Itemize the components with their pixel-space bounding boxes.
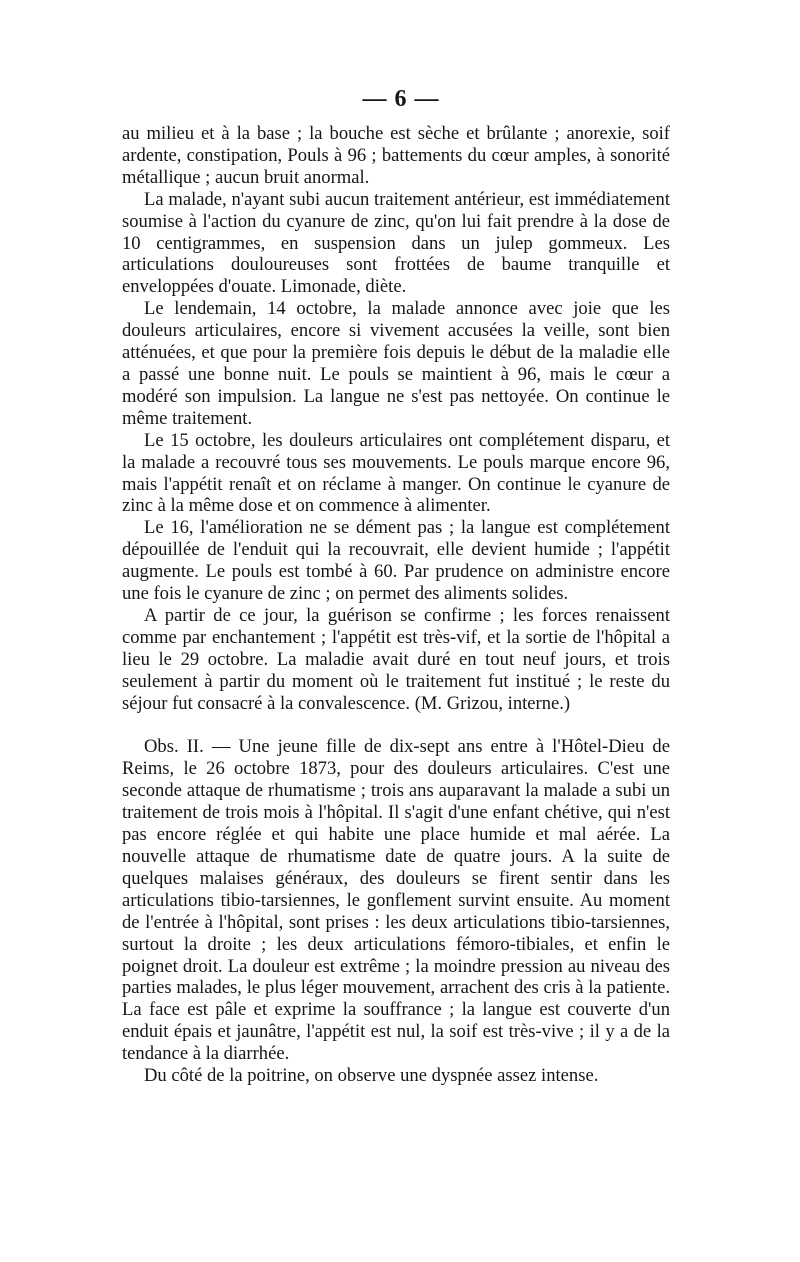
paragraph-8: Du côté de la poitrine, on observe une dyspnée assez intense. (144, 1065, 599, 1087)
observation-2-paragraph: Obs. II. — Une jeune fille de dix-sept ans entre à l'Hôtel-Dieu de Reims, le 26 octobre 1873, pour des douleurs articulaires. C'est une seconde attaque de rhumatisme ; trois ans auparavant la malade a subi un traitement de trois mois à l'hôpital. Il s'agit d'une enfant chétive, qui n'est pas encore réglée et qui habite une place humide et mal aérée. La nouvelle attaque de rhumatisme date de quatre jours. A la suite de quelques malaises généraux, des douleurs se firent sentir dans les articulations tibio-tarsiennes, le gonflement survint ensuite. Au moment de l'entrée à l'hôpital, sont prises : les deux articulations tibio-tarsiennes, surtout la droite ; les deux articulations fémoro-tibiales, et enfin le poignet droit. La douleur est extrême ; la moindre pression au niveau des parties malades, le plus léger mouvement, arrachent des cris à la patiente. La face est pâle et exprime la souffrance ; la langue est couverte d'un enduit épais et jaunâtre, l'appétit est nul, la soif est très-vive ; il y a de la tendance à la diarrhée. (122, 736, 670, 1065)
paragraph-6: A partir de ce jour, la guérison se confirme ; les forces renaissent comme par enchantement ; l'appétit est très-vif, et la sortie de l'hôpital a lieu le 29 octobre. La maladie avait duré en tout neuf jours, et trois seulement à partir du moment où le traitement fut institué ; le reste du séjour fut consacré à la convalescence. (M. Grizou, interne.) (122, 604, 670, 714)
paragraph-5: Le 16, l'amélioration ne se dément pas ; la langue est complétement dépouillée de l'enduit qui la recouvrait, elle devient humide ; l'appétit augmente. Le pouls est tombé à 60. Par prudence on administre encore une fois le cyanure de zinc ; on permet des aliments solides. (122, 517, 670, 605)
page-number: — 6 — (362, 86, 440, 112)
book-page (122, 86, 670, 1087)
paragraph-4: Le 15 octobre, les douleurs articulaires ont complétement disparu, et la malade a recouvré tous ses mouvements. Le pouls marque encore 96, mais l'appétit renaît et on réclame à manger. On continue le cyanure de zinc à la même dose et on commence à alimenter. (122, 429, 670, 517)
paragraph-1: au milieu et à la base ; la bouche est sèche et brûlante ; anorexie, soif ardente, constipation, Pouls à 96 ; battements du cœur amples, à sonorité métallique ; aucun bruit anormal. (122, 123, 670, 188)
paragraph-3: Le lendemain, 14 octobre, la malade annonce avec joie que les douleurs articulaires, encore si vivement accusées la veille, sont bien atténuées, et que pour la première fois depuis le début de la maladie elle a passé une bonne nuit. Le pouls se maintient à 96, mais le cœur a modéré son impulsion. La langue ne s'est pas nettoyée. On continue le même traitement. (122, 298, 670, 429)
paragraph-2: La malade, n'ayant subi aucun traitement antérieur, est immédiatement soumise à l'action du cyanure de zinc, qu'on lui fait prendre à la dose de 10 centigrammes, en suspension dans un julep gommeux. Les articulations douloureuses sont frottées de baume tranquille et enveloppées d'ouate. Limonade, diète. (122, 188, 670, 298)
